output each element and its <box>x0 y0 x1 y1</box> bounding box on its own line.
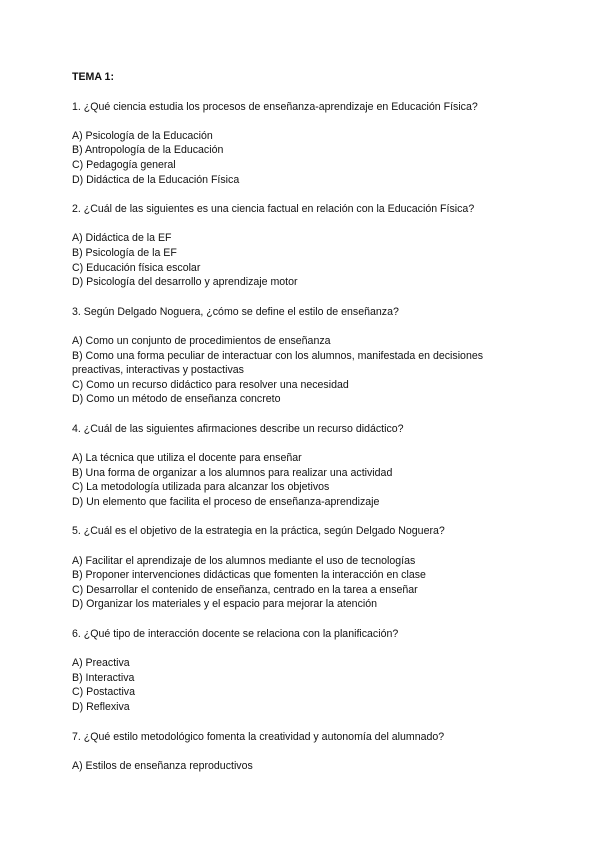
question-text: 3. Según Delgado Noguera, ¿cómo se define el estilo de enseñanza? <box>72 305 399 318</box>
answer-option: D) Un elemento que facilita el proceso de enseñanza-aprendizaje <box>72 495 380 508</box>
question-block-3 <box>72 305 532 407</box>
answer-option: C) Como un recurso didáctico para resolver una necesidad <box>72 378 349 391</box>
answer-option: C) Desarrollar el contenido de enseñanza, centrado en la tarea a enseñar <box>72 583 418 596</box>
answer-option: A) Preactiva <box>72 657 130 670</box>
question-block-6 <box>72 627 532 715</box>
answer-option: B) Psicología de la EF <box>72 246 177 259</box>
answer-option: A) Facilitar el aprendizaje de los alumnos mediante el uso de tecnologías <box>72 554 416 567</box>
answer-option: B) Proponer intervenciones didácticas que fomenten la interacción en clase <box>72 569 426 582</box>
answer-option: D) Como un método de enseñanza concreto <box>72 393 281 406</box>
answer-option: A) Didáctica de la EF <box>72 232 172 245</box>
answer-option: A) Psicología de la Educación <box>72 129 213 142</box>
question-block-7 <box>72 730 532 774</box>
question-block-2 <box>72 202 532 290</box>
document-page <box>72 70 532 788</box>
answer-option: A) Estilos de enseñanza reproductivos <box>72 759 253 772</box>
question-block-1 <box>72 100 532 188</box>
answer-option: A) La técnica que utiliza el docente para enseñar <box>72 452 302 465</box>
question-text: 4. ¿Cuál de las siguientes afirmaciones describe un recurso didáctico? <box>72 422 404 435</box>
question-text: 2. ¿Cuál de las siguientes es una ciencia factual en relación con la Educación Física? <box>72 203 475 216</box>
question-text: 5. ¿Cuál es el objetivo de la estrategia en la práctica, según Delgado Noguera? <box>72 525 445 538</box>
question-block-4 <box>72 422 532 510</box>
question-text: 7. ¿Qué estilo metodológico fomenta la creatividad y autonomía del alumnado? <box>72 730 445 743</box>
answer-option: B) Una forma de organizar a los alumnos para realizar una actividad <box>72 466 393 479</box>
answer-option: C) Educación física escolar <box>72 261 201 274</box>
answer-option: D) Organizar los materiales y el espacio para mejorar la atención <box>72 598 377 611</box>
answer-option: B) Interactiva <box>72 671 135 684</box>
document-heading: TEMA 1: <box>72 71 114 83</box>
answer-option: B) Como una forma peculiar de interactuar con los alumnos, manifestada en decisiones preactivas, interactivas y postactivas <box>72 349 484 377</box>
question-list <box>72 100 532 774</box>
question-text: 1. ¿Qué ciencia estudia los procesos de enseñanza-aprendizaje en Educación Física? <box>72 100 478 113</box>
answer-option: C) La metodología utilizada para alcanzar los objetivos <box>72 481 330 494</box>
question-text: 6. ¿Qué tipo de interacción docente se relaciona con la planificación? <box>72 628 399 640</box>
answer-option: B) Antropología de la Educación <box>72 144 224 157</box>
question-block-5 <box>72 524 532 612</box>
answer-option: C) Postactiva <box>72 686 135 699</box>
answer-option: D) Didáctica de la Educación Física <box>72 173 240 186</box>
answer-option: A) Como un conjunto de procedimientos de enseñanza <box>72 334 331 347</box>
answer-option: D) Reflexiva <box>72 700 130 713</box>
answer-option: C) Pedagogía general <box>72 158 176 171</box>
answer-option: D) Psicología del desarrollo y aprendizaje motor <box>72 276 298 289</box>
